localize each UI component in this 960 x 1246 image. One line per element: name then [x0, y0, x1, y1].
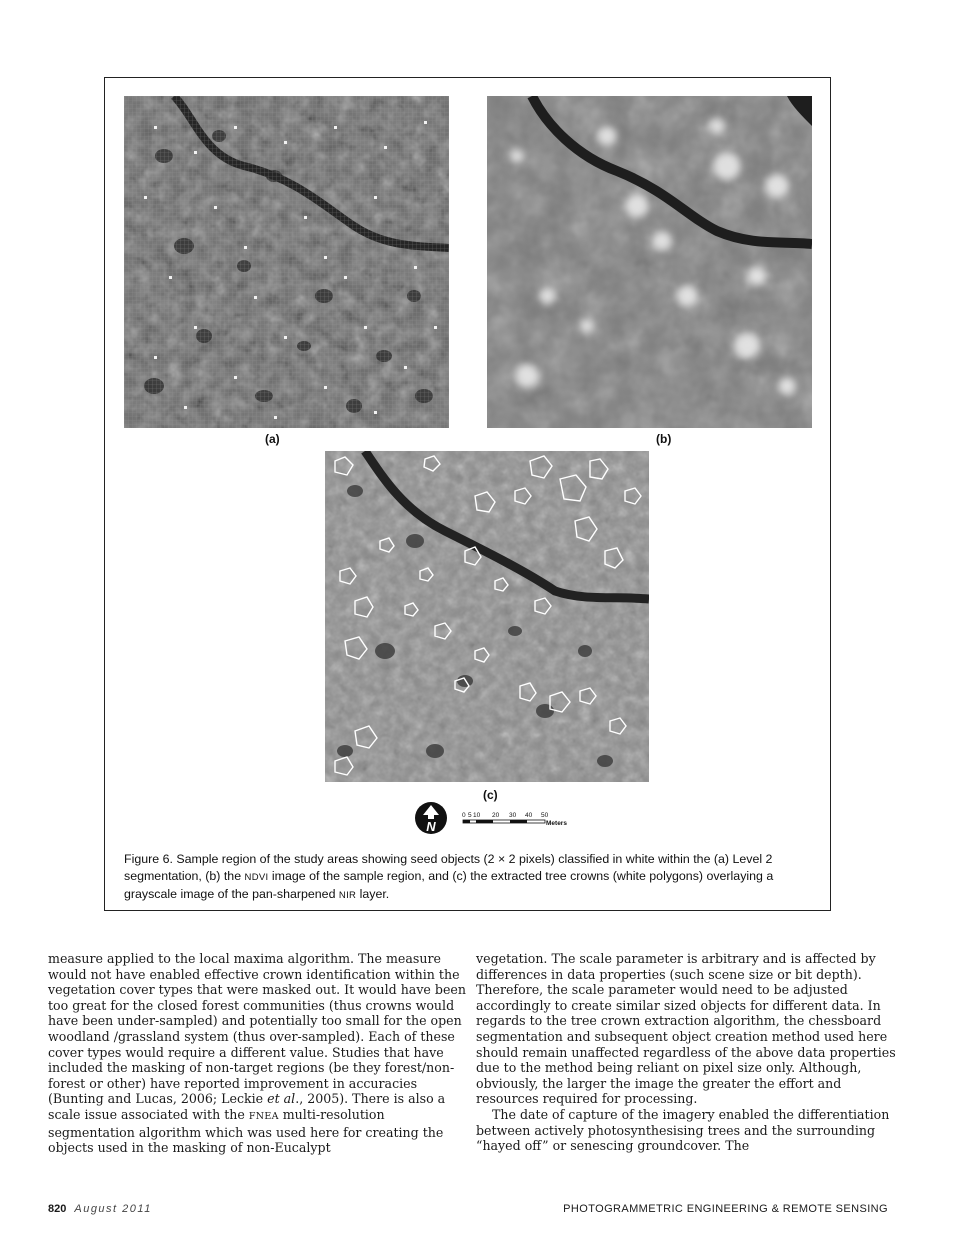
body-text: multi-resolution segmentation algorithm which was used here for creating the objects used in the masking of non-Eucalypt [48, 1106, 444, 1156]
panel-a-image [124, 96, 449, 428]
caption-text-1: Figure 6. Sample region of the study areas showing seed objects (2 × 2 pixels) classified in white within the (a) Level 2 segmentation, (b) the [124, 852, 773, 883]
body-text: measure applied to the local maxima algorithm. The measure would not have enabled effective crown identification within the vegetation cover types that were masked out. It would have been too great for the closed forest communities (thus crowns would have been under-sampled) and potentially too small for the open woodland /grassland system (thus over-sampled). Each of these cover types would require a different value. Studies that have included the masking of non-target regions (be they forest/non-forest or other) have reported improvement in accuracies (Bunting and Lucas, 2006; Leckie [48, 951, 466, 1107]
scale-bar [462, 810, 582, 830]
panel-c-image [325, 451, 649, 782]
figure-caption [124, 851, 814, 904]
caption-abbr-ndvi: NDVI [244, 872, 269, 883]
scale-tick-50: 50 [541, 812, 549, 819]
body-text: ., 2005). There is also a scale issue associated with the [48, 1091, 446, 1122]
panel-b-label: (b) [656, 432, 672, 446]
scale-tick-0: 0 [462, 812, 466, 819]
scale-tick-10: 10 [473, 812, 481, 819]
paragraph: vegetation. The scale parameter is arbitrary and is affected by differences in data properties (such scene size or bit depth). Therefore, the scale parameter would need to be adjusted accordingly to create similar sized objects for different data. In regards to the tree crown extraction algorithm, the chessboard segmentation and subsequent object creation method used here should remain unaffected regardless of the above data properties due to the method being reliant on pixel size only. Although, obviously, the larger the image the greater the effort and resources required for processing. [476, 951, 896, 1107]
scale-tick-40: 40 [525, 812, 533, 819]
panel-b-image [487, 96, 812, 428]
scale-unit: Meters [546, 820, 567, 827]
paragraph [48, 951, 468, 1156]
scale-tick-20: 20 [492, 812, 500, 819]
north-arrow-icon [414, 801, 448, 835]
page-footer-left [48, 1203, 152, 1215]
page-number: 820 [48, 1203, 67, 1215]
journal-name: PHOTOGRAMMETRIC ENGINEERING & REMOTE SENSING [563, 1203, 888, 1215]
body-text-italic: et al [267, 1091, 296, 1107]
body-column-right [476, 951, 896, 1154]
north-letter: N [426, 819, 436, 834]
caption-abbr-nir: NIR [338, 890, 357, 901]
scale-tick-5: 5 [468, 812, 472, 819]
panel-c-label: (c) [483, 788, 498, 802]
panel-a-label: (a) [265, 432, 280, 446]
paragraph: The date of capture of the imagery enabled the differentiation between actively photosynthesising trees and the surrounding “hayed off” or senescing groundcover. The [476, 1106, 890, 1154]
issue-date: August 2011 [74, 1203, 152, 1215]
scale-tick-30: 30 [509, 812, 517, 819]
caption-text-2: image of the sample region, and (c) the extracted tree crowns (white polygons) overlaying a grayscale image of the pan-sharpened [124, 869, 774, 901]
caption-text-3: layer. [356, 887, 390, 901]
body-abbr-fnea: FNEA [248, 1110, 279, 1122]
body-column-left [48, 951, 468, 1156]
